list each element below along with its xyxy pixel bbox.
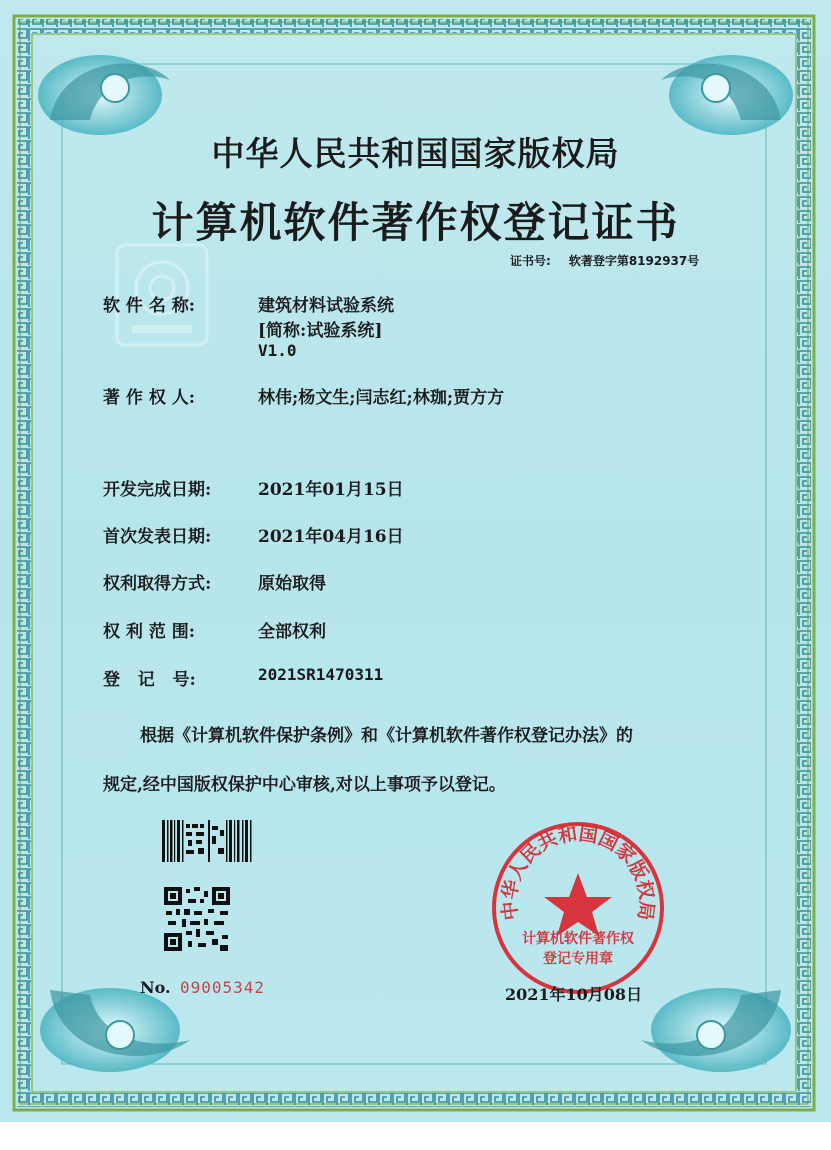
corner-ornament-bottom-right xyxy=(641,988,791,1072)
certificate-title: 计算机软件著作权登记证书 xyxy=(151,198,680,247)
seal-center-line-2: 登记专用章 xyxy=(543,951,613,967)
corner-ornament-top-left xyxy=(38,55,170,135)
certificate-number-value: 软著登字第8192937号 xyxy=(568,254,700,268)
copyright-owners: 林伟;杨文生;闫志红;林珈;贾方方 xyxy=(258,388,505,408)
field-label-copyright-owner: 著 作 权 人: xyxy=(103,388,196,408)
corner-ornament-bottom-left xyxy=(40,988,190,1072)
field-label-completion-date: 开发完成日期: xyxy=(103,480,212,500)
acquisition-method: 原始取得 xyxy=(258,574,326,594)
publish-date: 2021年04月16日 xyxy=(258,527,404,547)
issue-date: 2021年10月08日 xyxy=(505,985,643,1004)
seal-ring-text: 中华人民共和国国家版权局 xyxy=(498,822,658,922)
serial-number-label: No. xyxy=(140,978,171,997)
software-version: V1.0 xyxy=(258,341,297,360)
corner-ornament-top-right xyxy=(661,55,793,135)
field-label-rights-scope: 权 利 范 围: xyxy=(103,622,196,642)
certificate-number xyxy=(510,252,699,269)
software-name: 建筑材料试验系统 xyxy=(258,296,394,316)
rights-scope: 全部权利 xyxy=(258,622,326,642)
software-short-name: [简称:试验系统] xyxy=(258,321,383,341)
field-label-registration-number: 登 记 号: xyxy=(103,670,196,690)
statement-line-1: 根据《计算机软件保护条例》和《计算机软件著作权登记办法》的 xyxy=(140,726,633,746)
completion-date: 2021年01月15日 xyxy=(258,480,404,500)
serial-number: 09005342 xyxy=(180,978,266,997)
field-label-acquisition-method: 权利取得方式: xyxy=(103,574,212,594)
statement-line-2: 规定,经中国版权保护中心审核,对以上事项予以登记。 xyxy=(103,775,506,795)
seal-center-line-1: 计算机软件著作权 xyxy=(522,931,634,947)
official-seal xyxy=(488,818,668,998)
barcode xyxy=(162,820,254,862)
certificate-number-label: 证书号: xyxy=(510,254,551,268)
field-label-publish-date: 首次发表日期: xyxy=(103,527,212,547)
registration-number: 2021SR1470311 xyxy=(258,665,384,684)
seal-star-icon xyxy=(544,873,612,936)
field-label-software-name: 软 件 名 称: xyxy=(103,296,196,316)
issuing-authority: 中华人民共和国国家版权局 xyxy=(211,134,620,173)
qr-code xyxy=(164,887,230,951)
